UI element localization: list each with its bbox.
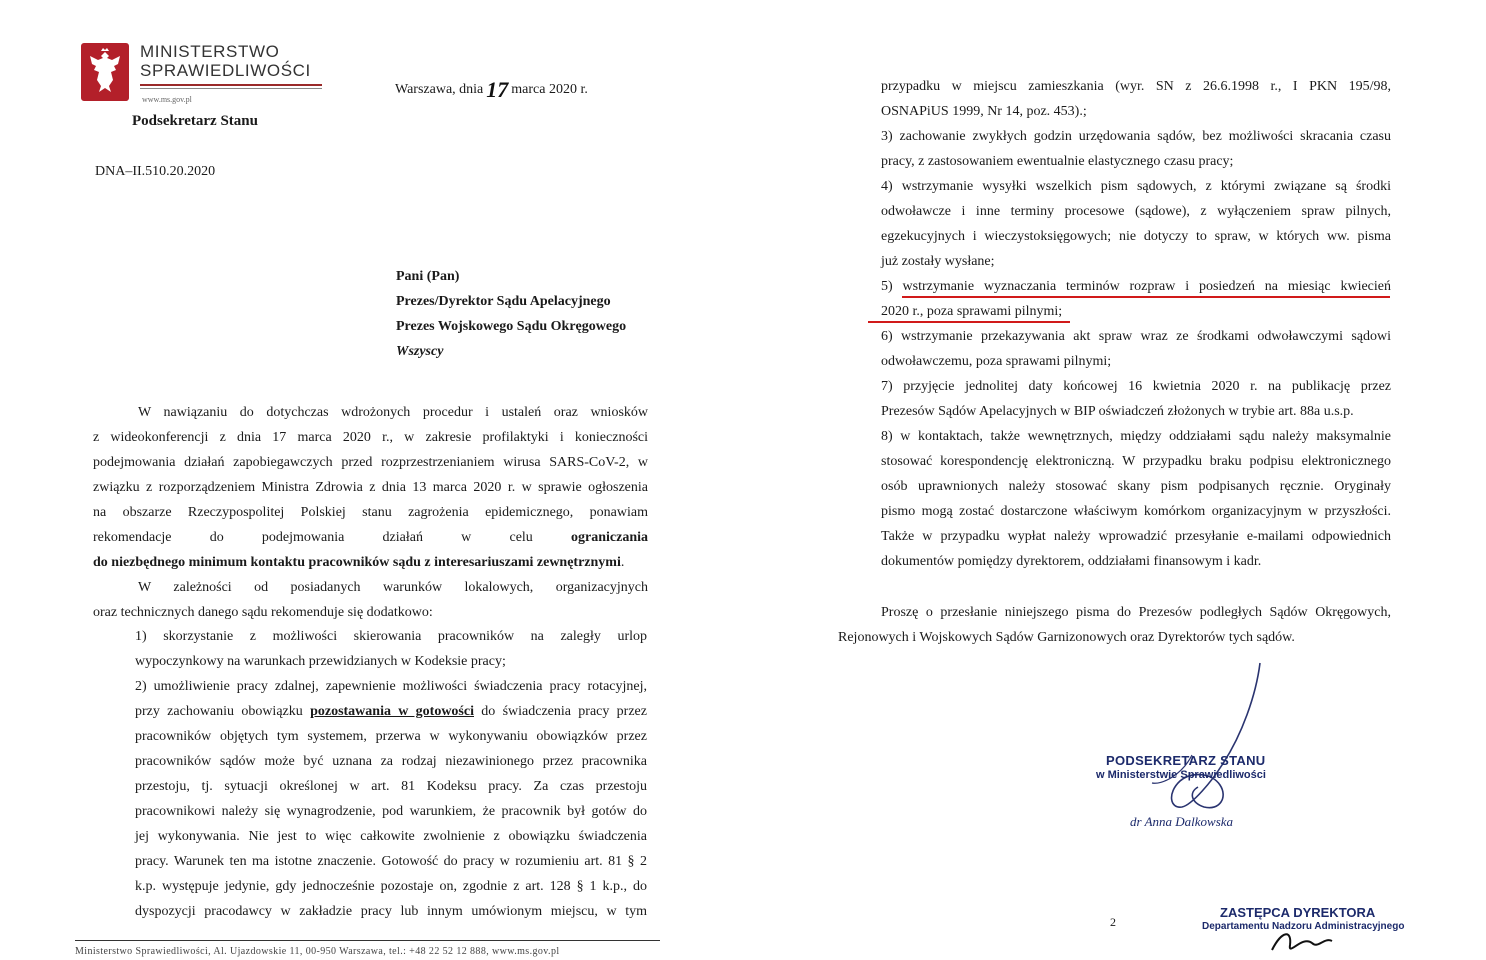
underlined-fragment: pozostawania w gotowości — [310, 704, 474, 719]
list-item-line: 4) wstrzymanie wysyłki wszelkich pism sądowych, z którymi związane są środki — [881, 179, 1391, 194]
bold-fragment: do niezbędnego minimum kontaktu pracowników sądu z interesariuszami zewnętrznymi — [93, 555, 621, 570]
deputy-director-department: Departamentu Nadzoru Administracyjnego — [1202, 921, 1405, 932]
list-item-line: dyspozycji pracodawcy w zakładzie pracy lub innym umówionym miejscu, w tym — [135, 904, 647, 919]
text-fragment: rekomendacje do podejmowania działań w celu — [93, 530, 571, 545]
list-item-line: przypadku w miejscu zamieszkania (wyr. SN z 26.6.1998 r., I PKN 195/98, — [881, 79, 1391, 94]
ministry-name — [140, 42, 311, 80]
text-line: związku z rozporządzeniem Ministra Zdrowia z dnia 13 marca 2020 r. w sprawie ogłoszenia — [93, 480, 648, 495]
addressee-line: Wszyscy — [396, 344, 444, 359]
text-fragment: . — [620, 555, 625, 570]
closing-paragraph — [838, 600, 1391, 650]
place-date-prefix: Warszawa, dnia — [395, 82, 484, 97]
letter-page-1 — [0, 0, 742, 960]
list-item-line: pismo mogą zostać dostarczone właściwym komórkom organizacyjnym w przyszłości. — [881, 504, 1391, 519]
signatory-name: dr Anna Dalkowska — [1130, 814, 1234, 829]
list-item-line: 1) skorzystanie z możliwości skierowania pracowników na zaległy urlop — [135, 629, 647, 644]
list-item-line: 8) w kontaktach, także wewnętrznych, między oddziałami sądu należy maksymalnie — [881, 429, 1391, 444]
addressee-line: Prezes Wojskowego Sądu Okręgowego — [396, 319, 627, 334]
deputy-director-title: ZASTĘPCA DYREKTORA — [1220, 905, 1376, 920]
text-line: Rejonowych i Wojskowych Sądów Garnizonowych oraz Dyrektorów tych sądów. — [838, 630, 1295, 645]
text-line: oraz technicznych danego sądu rekomenduje się dodatkowo: — [93, 605, 433, 620]
list-item-line: przestoju, tj. sytuacji określonej w art. 81 Kodeksu pracy. Za czas przestoju — [135, 779, 647, 794]
ministry-rule-red — [140, 84, 322, 86]
list-item-line: egzekucyjnych i wieczystoksięgowych; nie dotyczy to spraw, w których ww. pisma — [881, 229, 1391, 244]
list-item-line: 2) umożliwienie pracy zdalnej, zapewnienie możliwości świadczenia pracy rotacyjnej, — [135, 679, 647, 694]
text-fragment: do świadczenia pracy przez — [474, 704, 647, 719]
list-item-line: odwoławcze i inne terminy procesowe (sądowe), z wyłączeniem spraw pilnych, — [881, 204, 1391, 219]
ministry-rule-grey — [140, 88, 322, 89]
recommendations-list-part1 — [135, 624, 647, 924]
ministry-name-line2: SPRAWIEDLIWOŚCI — [140, 61, 311, 80]
footer-address: Ministerstwo Sprawiedliwości, Al. Ujazdowskie 11, 00-950 Warszawa, tel.: +48 22 52 12 888, www.ms.gov.pl — [75, 946, 560, 957]
list-item-line: 3) zachowanie zwykłych godzin urzędowania sądów, bez możliwości skracania czasu — [881, 129, 1391, 144]
ministry-url: www.ms.gov.pl — [142, 95, 192, 104]
footer-rule — [75, 940, 660, 941]
list-item-line: osób uprawnionych należy stosować skany pism podpisanych ręcznie. Oryginały — [881, 479, 1391, 494]
text-line: podejmowania działań zapobiegawczych przed rozprzestrzenianiem wirusa SARS-CoV-2, w — [93, 455, 648, 470]
list-item-line: jej wykonywania. Nie jest to więc całkowite zwolnienie z obowiązku świadczenia — [135, 829, 647, 844]
text-line — [93, 550, 648, 575]
list-item-line — [135, 699, 647, 724]
addressee-block — [396, 264, 626, 364]
text-line: W nawiązaniu do dotychczas wdrożonych procedur i ustaleń oraz wniosków — [138, 405, 648, 420]
list-item-line: Także w przypadku wypłat należy wprowadzić przesyłanie e-mailami odpowiednich — [881, 529, 1391, 544]
list-item-line: 6) wstrzymanie przekazywania akt spraw wraz ze środkami odwoławczymi sądowi — [881, 329, 1391, 344]
list-item-line: 7) przyjęcie jednolitej daty końcowej 16 kwietnia 2020 r. na publikację przez — [881, 379, 1391, 394]
red-highlight-underline — [868, 321, 1070, 323]
handwritten-day: 17 — [486, 77, 509, 102]
list-item-line: pracy. Warunek ten ma istotne znaczenie. Gotowość do pracy w rozumieniu art. 81 § 2 — [135, 854, 647, 869]
place-date — [395, 77, 588, 103]
red-highlight-underline — [902, 296, 1390, 298]
list-item-line: już zostały wysłane; — [881, 254, 995, 269]
list-item-line: wypoczynkowy na warunkach przewidzianych w Kodeksie pracy; — [135, 654, 506, 669]
addressee-line: Prezes/Dyrektor Sądu Apelacyjnego — [396, 294, 611, 309]
undersecretary-heading: Podsekretarz Stanu — [132, 113, 258, 129]
list-item-line-highlighted: 2020 r., poza sprawami pilnymi; — [881, 304, 1063, 319]
letter-page-2 — [742, 0, 1486, 960]
list-item-line-highlighted: 5) wstrzymanie wyznaczania terminów rozpraw i posiedzeń na miesiąc kwiecień — [881, 279, 1391, 294]
signatory-title: PODSEKRETARZ STANU — [1106, 753, 1266, 768]
ministry-name-line1: MINISTERSTWO — [140, 42, 280, 61]
list-item-line: stosować korespondencję elektroniczną. W przypadku braku podpisu elektronicznego — [881, 454, 1391, 469]
signatory-ministry: w Ministerstwie Sprawiedliwości — [1096, 769, 1266, 781]
list-item-line: dokumentów pomiędzy dyrektorem, oddziałami finansowym i kadr. — [881, 554, 1262, 569]
list-item-line: pracy, z zastosowaniem ewentualnie elastycznego czasu pracy; — [881, 154, 1234, 169]
page-number: 2 — [1110, 915, 1116, 929]
reference-number: DNA–II.510.20.2020 — [95, 164, 216, 179]
text-line — [93, 525, 648, 550]
list-item-line: pracowników sądów może być uznana za rodzaj niezawinionego przez pracownika — [135, 754, 647, 769]
list-item-line: k.p. występuje jedynie, gdy jednocześnie pozostaje on, zgodnie z art. 128 § 1 k.p., do — [135, 879, 647, 894]
list-item-line: odwoławczemu, poza sprawami pilnymi; — [881, 354, 1112, 369]
list-item-line: pracownikowi należy się wynagrodzenie, pod warunkiem, że pracownik był gotów do — [135, 804, 647, 819]
bold-fragment: ograniczania — [571, 530, 648, 545]
handwritten-signature-icon — [1042, 655, 1302, 825]
addressee-line: Pani (Pan) — [396, 269, 460, 284]
text-fragment: przy zachowaniu obowiązku — [135, 704, 311, 719]
list-item-line: pracowników objętych tym systemem, przerwa w wykonywaniu obowiązków przez — [135, 729, 647, 744]
text-line: z wideokonferencji z dnia 17 marca 2020 r., w zakresie profilaktyki i konieczności — [93, 430, 648, 445]
text-line: W zależności od posiadanych warunków lokalowych, organizacyjnych — [138, 580, 648, 595]
deputy-signature-icon — [1262, 925, 1342, 960]
text-line: na obszarze Rzeczypospolitej Polskiej stanu zagrożenia epidemicznego, ponawiam — [93, 505, 648, 520]
intro-paragraph — [93, 400, 648, 625]
place-date-suffix: marca 2020 r. — [511, 82, 588, 97]
list-item-line: Prezesów Sądów Apelacyjnych w BIP oświadczeń złożonych w trybie art. 88a u.s.p. — [881, 404, 1354, 419]
list-item-line: OSNAPiUS 1999, Nr 14, poz. 453).; — [881, 104, 1087, 119]
recommendations-list-part2 — [881, 74, 1391, 574]
polish-eagle-emblem-icon — [80, 42, 130, 102]
text-line: Proszę o przesłanie niniejszego pisma do Prezesów podległych Sądów Okręgowych, — [881, 605, 1391, 620]
